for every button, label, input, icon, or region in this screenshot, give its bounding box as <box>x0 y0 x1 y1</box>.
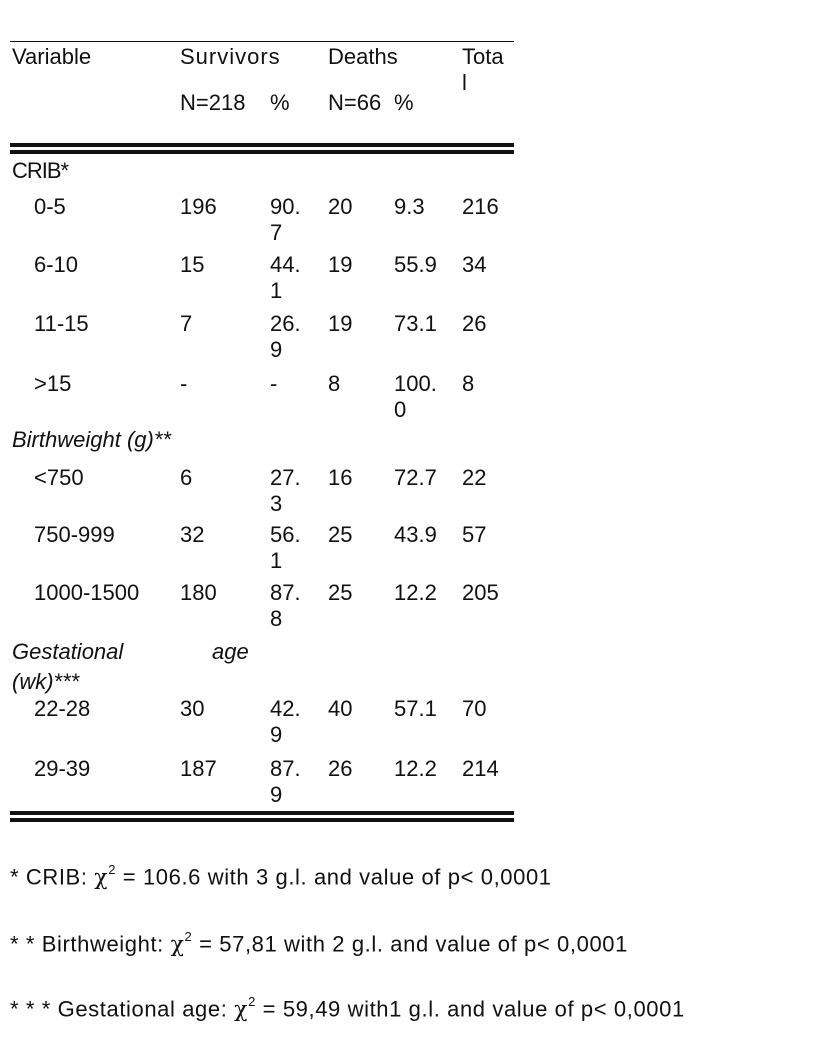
section-title-crib: CRIB* <box>12 158 69 183</box>
bottom-rule-2 <box>10 818 514 822</box>
total: 57 <box>462 522 487 547</box>
survivors-n: 15 <box>180 252 205 277</box>
section-title-birthweight: Birthweight (g)** <box>12 427 171 452</box>
deaths-n: 19 <box>328 311 353 336</box>
survivors-pct: 56.1 <box>270 522 301 573</box>
row-label: >15 <box>34 371 72 396</box>
row-label: 6-10 <box>34 252 79 277</box>
deaths-n: 16 <box>328 465 353 490</box>
row-label: 22-28 <box>34 696 91 721</box>
row-label: 750-999 <box>34 522 115 547</box>
header-rule-1 <box>10 143 514 147</box>
deaths-pct: 43.9 <box>394 522 437 547</box>
survivors-n: 7 <box>180 311 193 336</box>
survivors-n: - <box>180 371 188 396</box>
deaths-n: 19 <box>328 252 353 277</box>
chi-superscript: 2 <box>108 862 117 877</box>
deaths-pct: 73.1 <box>394 311 437 336</box>
section-title-gestational-unit: (wk)*** <box>12 669 80 694</box>
footnote-crib <box>10 858 552 892</box>
row-label: 11-15 <box>34 311 89 336</box>
chi-superscript: 2 <box>248 994 256 1009</box>
row-label: <750 <box>34 465 84 490</box>
header-survivors: Survivors <box>180 44 281 69</box>
bottom-rule-1 <box>10 811 514 815</box>
survivors-pct: 42.9 <box>270 696 301 747</box>
header-total: Total <box>462 44 504 95</box>
survivors-pct: - <box>270 371 278 396</box>
section-title-gestational: Gestational <box>12 639 124 664</box>
survivors-n: 180 <box>180 580 217 605</box>
footnote-text: = 59,49 with1 g.l. and value of p< 0,0001 <box>262 996 685 1022</box>
deaths-n: 8 <box>328 371 341 396</box>
survivors-n: 187 <box>180 756 217 781</box>
survivors-pct: 26.9 <box>270 311 301 362</box>
total: 205 <box>462 580 499 605</box>
header-rule-2 <box>10 150 514 154</box>
survivors-pct: 44.1 <box>270 252 301 303</box>
chi-superscript: 2 <box>184 929 193 944</box>
footnote-text: = 106.6 with 3 g.l. and value of p< 0,0001 <box>122 864 552 890</box>
chi-symbol: χ <box>234 997 249 1023</box>
header-survivors-pct: % <box>270 90 290 115</box>
row-label: 29-39 <box>34 756 91 781</box>
footnote-birthweight <box>10 925 628 959</box>
footnote-gestational <box>10 990 685 1024</box>
survivors-n: 196 <box>180 194 217 219</box>
footnote-prefix: * * Birthweight: <box>10 931 164 957</box>
footnote-text: = 57,81 with 2 g.l. and value of p< 0,0001 <box>199 931 628 957</box>
total: 8 <box>462 371 475 396</box>
row-label: 0-5 <box>34 194 66 219</box>
survivors-pct: 90.7 <box>270 194 301 245</box>
deaths-pct: 72.7 <box>394 465 437 490</box>
header-variable: Variable <box>12 44 92 69</box>
total: 214 <box>462 756 499 781</box>
header-deaths-n: N=66 <box>328 90 382 115</box>
deaths-pct: 9.3 <box>394 194 425 219</box>
table-top-rule <box>10 41 514 42</box>
survivors-n: 30 <box>180 696 205 721</box>
survivors-n: 6 <box>180 465 193 490</box>
total: 22 <box>462 465 487 490</box>
total: 26 <box>462 311 487 336</box>
deaths-pct: 100.0 <box>394 371 437 422</box>
total: 216 <box>462 194 499 219</box>
header-deaths: Deaths <box>328 44 398 69</box>
footnote-prefix: * * * Gestational age: <box>10 996 228 1022</box>
deaths-n: 26 <box>328 756 353 781</box>
survivors-pct: 87.8 <box>270 580 301 631</box>
deaths-pct: 12.2 <box>394 756 437 781</box>
total: 70 <box>462 696 487 721</box>
deaths-n: 20 <box>328 194 353 219</box>
survivors-pct: 27.3 <box>270 465 301 516</box>
footnote-prefix: * CRIB: <box>10 864 88 890</box>
chi-symbol: χ <box>94 865 109 891</box>
deaths-pct: 57.1 <box>394 696 437 721</box>
deaths-pct: 12.2 <box>394 580 437 605</box>
row-label: 1000-1500 <box>34 580 140 605</box>
header-deaths-pct: % <box>394 90 414 115</box>
chi-symbol: χ <box>170 932 185 958</box>
survivors-pct: 87.9 <box>270 756 301 807</box>
deaths-n: 25 <box>328 580 353 605</box>
deaths-n: 25 <box>328 522 353 547</box>
total: 34 <box>462 252 487 277</box>
header-survivors-n: N=218 <box>180 90 246 115</box>
deaths-n: 40 <box>328 696 353 721</box>
survivors-n: 32 <box>180 522 205 547</box>
section-title-gestational-age: age <box>212 639 249 664</box>
deaths-pct: 55.9 <box>394 252 437 277</box>
